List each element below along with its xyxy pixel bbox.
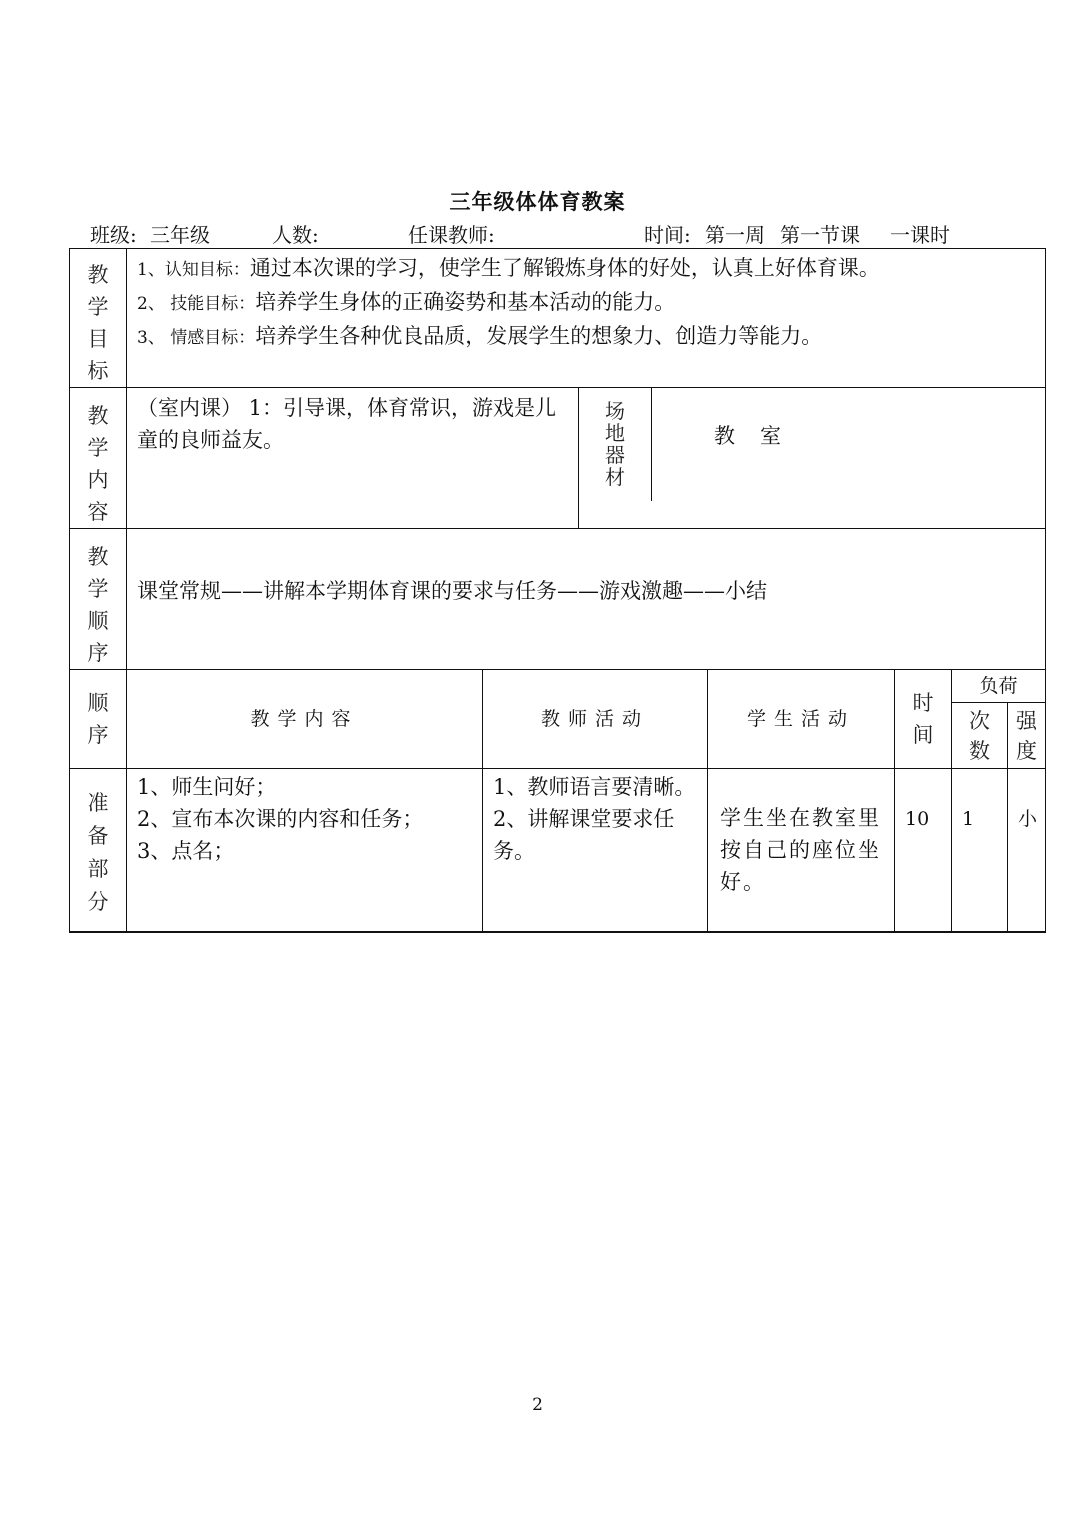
count-label: 人数: (272, 223, 319, 247)
prep-content-item: 2、宣布本次课的内容和任务； (137, 807, 424, 831)
header-row (70, 670, 1046, 703)
header-content: 教学内容 (127, 670, 483, 769)
prep-times: 1 (952, 769, 1008, 932)
header-intensity: 强 度 (1008, 703, 1046, 769)
prep-teacher (483, 769, 708, 932)
prep-row (70, 769, 1046, 932)
header-load: 负荷 (952, 670, 1046, 703)
lesson-plan-table (69, 248, 1046, 933)
sequence-label: 教 学 顺 序 (70, 529, 127, 670)
venue-value: 教 室 (714, 424, 783, 448)
content-row (70, 388, 1046, 529)
header-time: 时 间 (895, 670, 952, 769)
teacher-label: 任课教师: (408, 223, 495, 247)
page-title: 三年级体体育教案 (449, 190, 626, 214)
prep-teacher-item: 1、教师语言要清晰。 (493, 775, 696, 799)
prep-content-item: 3、点名； (137, 839, 235, 863)
prep-content-item: 1、师生问好； (137, 775, 277, 799)
prep-intensity: 小 (1008, 769, 1046, 932)
prep-teacher-item: 2、讲解课堂要求任务。 (493, 807, 675, 863)
page-number: 2 (532, 1395, 543, 1415)
header-times: 次 数 (952, 703, 1008, 769)
goals-cell (127, 249, 1046, 388)
goals-label: 教 学 目 标 (70, 249, 127, 388)
lesson-value: 第一节课 (780, 223, 860, 247)
prep-content (127, 769, 483, 932)
class-label: 班级: (90, 223, 137, 247)
sequence-text: 课堂常规——讲解本学期体育课的要求与任务——游戏激趣——小结 (127, 529, 1046, 670)
content-text: （室内课） 1：引导课，体育常识，游戏是儿童的良师益友。 (127, 388, 579, 529)
goal-item: 2、 技能目标：培养学生身体的正确姿势和基本活动的能力。 (137, 290, 676, 314)
sequence-row (70, 529, 1046, 670)
header-order: 顺 序 (70, 670, 127, 769)
header-student: 学生活动 (708, 670, 895, 769)
goal-item: 1、认知目标：通过本次课的学习，使学生了解锻炼身体的好处，认真上好体育课。 (137, 256, 880, 280)
goals-row (70, 249, 1046, 388)
prep-label: 准 备 部 分 (70, 769, 127, 932)
class-value: 三年级 (150, 223, 210, 247)
prep-student: 学生坐在教室里按自己的座位坐好。 (708, 769, 895, 932)
goal-item: 3、 情感目标：培养学生各种优良品质，发展学生的想象力、创造力等能力。 (137, 324, 823, 348)
week-value: 第一周 (705, 223, 765, 247)
venue-block (579, 388, 1046, 529)
header-teacher: 教师活动 (483, 670, 708, 769)
content-label: 教 学 内 容 (70, 388, 127, 529)
duration-value: 一课时 (890, 223, 950, 247)
time-label: 时间: (644, 223, 691, 247)
prep-time: 10 (895, 769, 952, 932)
venue-label: 场 地 器 材 (579, 388, 652, 501)
